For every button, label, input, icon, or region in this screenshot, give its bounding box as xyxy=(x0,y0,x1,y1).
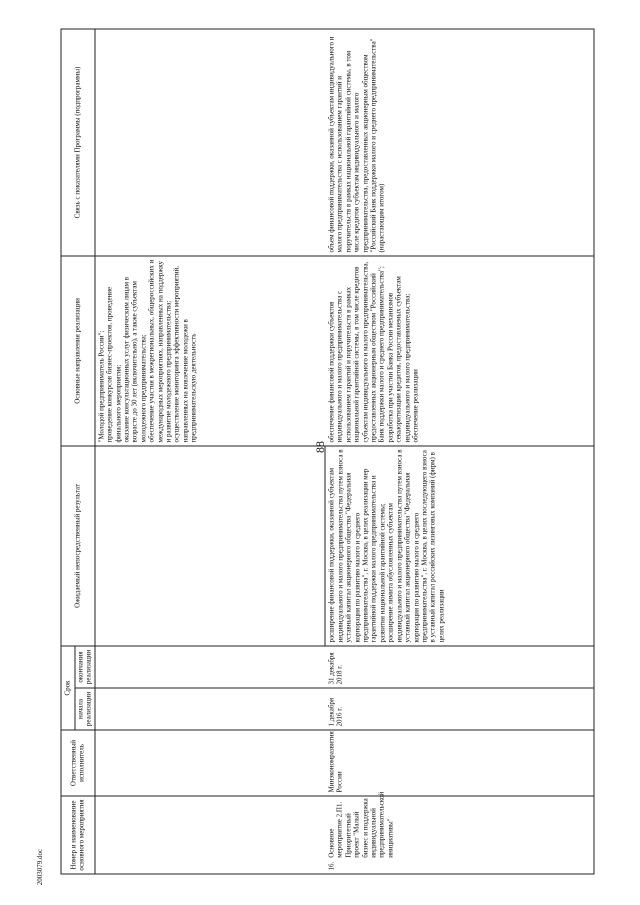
table-cell xyxy=(95,796,326,874)
directions-text: обеспечение финансовой поддержки субъектов индивидуального и малого предпринимательства с использованием гарантий и поручительств в рамках национальной гарантийной системы, в том числе кредитов субъектам индивидуального и малого предпринимательства, предоставленных акционерным обществом "Российский Банк поддержки малого и среднего предпринимательства"; разработка при участии Банка России механизмов секьюритизации кредитов, предоставляемых субъектам индивидуального и малого предпринимательства; обеспечение реализации xyxy=(327,261,420,443)
program-link-text: объем финансовой поддержки, оказанной субъектам индивидуального и малого предпринимательства с использованием гарантий и поручительств в рамках национальной гарантийной системы, в том числе кредитов субъектам индивидуального и малого предпринимательства, предоставленных акционерным обществом "Российский Банк поддержки малого и среднего предпринимательства" (нарастающим итогом) xyxy=(327,36,386,253)
table-cell xyxy=(95,446,326,646)
table-row-continuation xyxy=(95,29,326,874)
table-cell-start xyxy=(325,688,594,730)
table-row-16 xyxy=(325,29,594,874)
rotated-table-container xyxy=(61,30,595,875)
table-cell xyxy=(95,646,326,688)
measures-table xyxy=(61,28,595,874)
table-cell-result xyxy=(325,446,594,646)
header-executor: Ответственный исполнитель xyxy=(61,730,95,796)
row-number: 16. xyxy=(327,861,336,871)
table-cell-end xyxy=(325,646,594,688)
end-date: 31 декабря 2018 г. xyxy=(327,652,344,685)
header-end: окончания реализации xyxy=(75,646,95,688)
header-program-link: Связь с показателями Программы (подпрограммы) xyxy=(61,29,95,256)
table-cell xyxy=(95,730,326,796)
table-cell-program-link xyxy=(325,29,594,256)
page-number: 88 xyxy=(313,441,327,453)
header-start: начала реализации xyxy=(75,688,95,730)
directions-continuation-text: "Молодой предприниматель России"; проведение конкурсов бизнес-проектов, проведение финального мероприятия; оказание консультационных услуг физическим лицам в возрасте до 30 лет (включительно), а также субъектам молодежного предпринимательства; обеспечение участия в межрегиональных, общероссийских и международных мероприятиях, направленных на поддержку и развитие молодежного предпринимательства; осуществление мониторинга эффективности мероприятий, направленных на вовлечение молодежи в предпринимательскую деятельность xyxy=(97,259,198,443)
header-number-name: Номер и наименование основного мероприятия xyxy=(61,796,95,874)
executor-text: Минэкономразвития России xyxy=(327,731,344,793)
table-cell xyxy=(95,688,326,730)
header-term: Срок xyxy=(61,646,75,730)
table-cell-directions xyxy=(95,256,326,446)
measure-name: Основное мероприятие 2.П1. Приоритетный проект "Малый бизнес и поддержка индивидуальной предпринимательской инициативы" xyxy=(327,791,395,858)
document-footer: 2003079.doc xyxy=(36,848,44,886)
table-cell-directions xyxy=(325,256,594,446)
table-cell-number-name xyxy=(325,791,594,874)
start-date: 1 декабря 2016 г. xyxy=(327,697,344,727)
result-text: расширение финансовой поддержки, оказанной субъектам индивидуального и малого предпринимательства путем взноса в уставный капитал акционерного общества "Федеральная корпорация по развитию малого и среднего предпринимательства", г. Москва, в целях реализации мер гарантийной поддержки малого предпринимательства и развития национальной гарантийной системы; расширение лимита обусловленных субъектам индивидуального и малого предпринимательства путем взноса в уставный капитал акционерного общества "Федеральная корпорация по развитию малого и среднего предпринимательства", г. Москва, в целях последующего взноса в уставный капитал российских лизинговых компаний (фирм) в целях реализации xyxy=(327,449,446,643)
header-result: Ожидаемый непосредственный результат xyxy=(61,446,95,646)
table-cell-executor xyxy=(325,730,594,796)
table-cell xyxy=(95,29,326,256)
header-directions: Основные направления реализации xyxy=(61,256,95,446)
